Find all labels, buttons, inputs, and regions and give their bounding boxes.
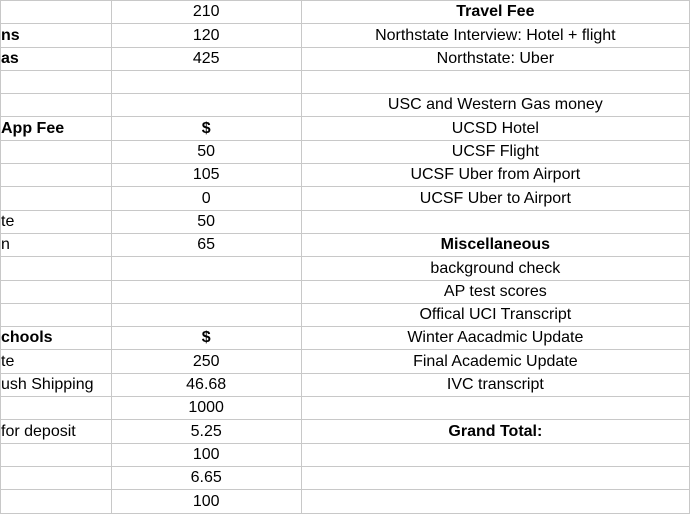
cell-col-b[interactable]: 6.65 xyxy=(111,466,301,489)
cell-col-c[interactable]: Travel Fee xyxy=(301,1,689,24)
cell-col-a[interactable] xyxy=(1,140,112,163)
cell-col-b[interactable]: $ xyxy=(111,327,301,350)
sheet-row xyxy=(1,303,690,326)
sheet-row xyxy=(1,187,690,210)
cell-col-a[interactable] xyxy=(1,443,112,466)
cell-col-a[interactable]: te xyxy=(1,210,112,233)
cell-col-c[interactable]: UCSF Uber to Airport xyxy=(301,187,689,210)
cell-col-b[interactable]: 1000 xyxy=(111,397,301,420)
cell-col-b[interactable] xyxy=(111,70,301,93)
cell-col-a[interactable]: chools xyxy=(1,327,112,350)
sheet-row xyxy=(1,70,690,93)
sheet-row xyxy=(1,233,690,256)
cell-col-a[interactable]: App Fee xyxy=(1,117,112,140)
cell-col-c[interactable] xyxy=(301,210,689,233)
cell-col-b[interactable]: 210 xyxy=(111,1,301,24)
cell-col-c[interactable]: Final Academic Update xyxy=(301,350,689,373)
cell-col-c[interactable]: IVC transcript xyxy=(301,373,689,396)
cell-col-c[interactable] xyxy=(301,490,689,513)
sheet-row xyxy=(1,257,690,280)
sheet-row xyxy=(1,373,690,396)
sheet-row xyxy=(1,280,690,303)
cell-col-c[interactable]: UCSF Uber from Airport xyxy=(301,164,689,187)
cell-col-a[interactable]: ush Shipping xyxy=(1,373,112,396)
cell-col-b[interactable]: $ xyxy=(111,117,301,140)
cell-col-a[interactable] xyxy=(1,466,112,489)
sheet-row xyxy=(1,350,690,373)
cell-col-c[interactable] xyxy=(301,443,689,466)
cell-col-a[interactable] xyxy=(1,164,112,187)
cell-col-a[interactable] xyxy=(1,94,112,117)
cell-col-a[interactable]: as xyxy=(1,47,112,70)
sheet-row xyxy=(1,210,690,233)
cell-col-c[interactable]: USC and Western Gas money xyxy=(301,94,689,117)
cell-col-b[interactable]: 105 xyxy=(111,164,301,187)
sheet-row xyxy=(1,397,690,420)
cell-col-b[interactable] xyxy=(111,94,301,117)
cell-col-c[interactable]: Offical UCI Transcript xyxy=(301,303,689,326)
sheet-row xyxy=(1,164,690,187)
cell-col-a[interactable]: ns xyxy=(1,24,112,47)
cell-col-b[interactable]: 65 xyxy=(111,233,301,256)
cell-col-b[interactable]: 425 xyxy=(111,47,301,70)
sheet-row xyxy=(1,443,690,466)
cell-col-a[interactable] xyxy=(1,490,112,513)
cell-col-c[interactable]: Winter Aacadmic Update xyxy=(301,327,689,350)
cell-col-b[interactable]: 250 xyxy=(111,350,301,373)
cell-col-b[interactable]: 50 xyxy=(111,210,301,233)
cell-col-b[interactable]: 5.25 xyxy=(111,420,301,443)
cell-col-a[interactable] xyxy=(1,1,112,24)
cell-col-c[interactable]: Northstate Interview: Hotel + flight xyxy=(301,24,689,47)
cell-col-b[interactable] xyxy=(111,303,301,326)
cell-col-b[interactable] xyxy=(111,280,301,303)
sheet-row xyxy=(1,47,690,70)
cell-col-c[interactable] xyxy=(301,70,689,93)
cell-col-a[interactable] xyxy=(1,70,112,93)
cell-col-b[interactable]: 100 xyxy=(111,490,301,513)
cell-col-c[interactable]: UCSF Flight xyxy=(301,140,689,163)
cell-col-a[interactable] xyxy=(1,303,112,326)
cell-col-b[interactable] xyxy=(111,257,301,280)
cell-col-b[interactable]: 46.68 xyxy=(111,373,301,396)
cell-col-a[interactable] xyxy=(1,397,112,420)
sheet-row xyxy=(1,140,690,163)
cell-col-c[interactable]: AP test scores xyxy=(301,280,689,303)
cell-col-a[interactable] xyxy=(1,280,112,303)
cell-col-b[interactable]: 100 xyxy=(111,443,301,466)
cell-col-c[interactable]: Northstate: Uber xyxy=(301,47,689,70)
cell-col-c[interactable]: background check xyxy=(301,257,689,280)
cell-col-a[interactable]: n xyxy=(1,233,112,256)
cell-col-b[interactable]: 120 xyxy=(111,24,301,47)
sheet-row xyxy=(1,327,690,350)
cell-col-a[interactable] xyxy=(1,187,112,210)
sheet-row xyxy=(1,94,690,117)
spreadsheet-body xyxy=(1,1,690,514)
cell-col-b[interactable]: 50 xyxy=(111,140,301,163)
sheet-row xyxy=(1,420,690,443)
cell-col-a[interactable] xyxy=(1,257,112,280)
cell-col-b[interactable]: 0 xyxy=(111,187,301,210)
cell-col-a[interactable]: for deposit xyxy=(1,420,112,443)
cell-col-a[interactable]: te xyxy=(1,350,112,373)
sheet-row xyxy=(1,1,690,24)
sheet-row xyxy=(1,24,690,47)
cell-col-c[interactable]: Grand Total: xyxy=(301,420,689,443)
cell-col-c[interactable] xyxy=(301,466,689,489)
cell-col-c[interactable] xyxy=(301,397,689,420)
cell-col-c[interactable]: Miscellaneous xyxy=(301,233,689,256)
sheet-row xyxy=(1,117,690,140)
cell-col-c[interactable]: UCSD Hotel xyxy=(301,117,689,140)
sheet-row xyxy=(1,490,690,513)
sheet-row xyxy=(1,466,690,489)
